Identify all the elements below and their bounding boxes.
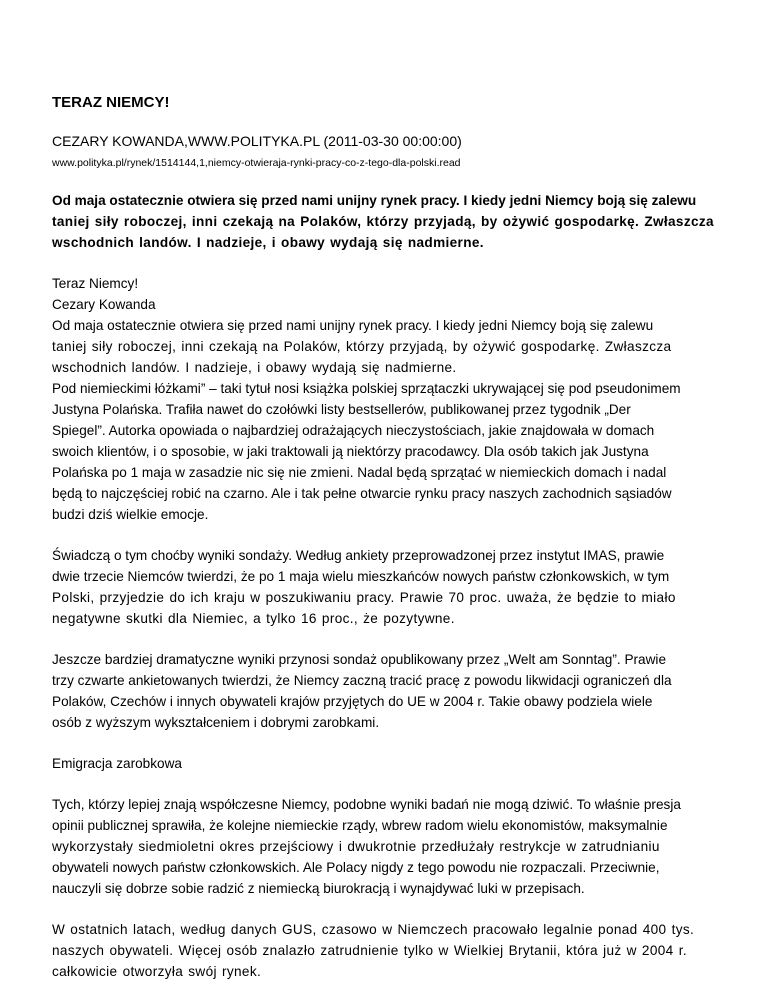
paragraph-line: Jeszcze bardziej dramatyczne wyniki przynosi sondaż opublikowany przez „Welt am Sonntag”. Prawie <box>52 652 667 667</box>
article-byline: CEZARY KOWANDA,WWW.POLITYKA.PL (2011-03-30 00:00:00) <box>52 133 462 149</box>
paragraph-line: obywateli nowych państw członkowskich. Ale Polacy nigdy z tego powodu nie rozpaczali. Przeciwnie, <box>52 860 660 875</box>
paragraph-line: Tych, którzy lepiej znają współczesne Niemcy, podobne wyniki badań nie mogą dziwić. To właśnie presja <box>52 797 681 812</box>
article-title: TERAZ NIEMCY! <box>52 94 170 111</box>
intro-line: Teraz Niemcy! <box>52 276 139 291</box>
paragraph-line: naszych obywateli. Więcej osób znalazło zatrudnienie tylko w Wielkiej Brytanii, która już w 2004 r. <box>52 943 687 958</box>
intro-line: Spiegel”. Autorka opowiada o najbardziej odrażających nieczystościach, jakie znajdowała w domach <box>52 423 655 438</box>
paragraph-line: Polski, przyjedzie do ich kraju w poszukiwaniu pracy. Prawie 70 proc. uważa, że będzie to miało <box>52 590 676 605</box>
article-paragraph <box>52 794 714 899</box>
article-paragraph <box>52 545 714 629</box>
article-lead <box>52 190 714 253</box>
paragraph-line: nauczyli się dobrze sobie radzić z niemiecką biurokracją i wynajdywać luki w przepisach. <box>52 881 585 896</box>
intro-line: będą to najczęściej robić na czarno. Ale i tak pełne otwarcie rynku pracy naszych zachodnich sąsiadów <box>52 486 672 501</box>
intro-line: budzi dziś wielkie emocje. <box>52 507 209 522</box>
intro-line: Pod niemieckimi łóżkami” – taki tytuł nosi książka polskiej sprzątaczki ukrywającej się pod pseudonimem <box>52 381 681 396</box>
intro-line: Polańska po 1 maja w zasadzie nic się nie zmieni. Nadal będą sprzątać w niemieckich domach i nadal <box>52 465 667 480</box>
paragraph-line: trzy czwarte ankietowanych twierdzi, że Niemcy zaczną tracić pracę z powodu likwidacji ograniczeń dla <box>52 673 672 688</box>
intro-line: swoich klientów, i o sposobie, w jaki traktowali ją niektórzy pracodawcy. Dla osób takich jak Justyna <box>52 444 649 459</box>
paragraph-line: W ostatnich latach, według danych GUS, czasowo w Niemczech pracowało legalnie ponad 400 tys. <box>52 922 695 937</box>
paragraph-line: negatywne skutki dla Niemiec, a tylko 16 proc., że pozytywne. <box>52 611 455 626</box>
paragraph-line: dwie trzecie Niemców twierdzi, że po 1 maja wielu mieszkańców nowych państw członkowskich, w tym <box>52 569 670 584</box>
intro-line: wschodnich landów. I nadzieje, i obawy wydają się nadmierne. <box>52 360 457 375</box>
paragraph-line: opinii publicznej sprawiła, że kolejne niemieckie rządy, wbrew radom wielu ekonomistów, maksymalnie <box>52 818 668 833</box>
paragraph-line: całkowicie otworzyła swój rynek. <box>52 964 262 979</box>
intro-line: Od maja ostatecznie otwiera się przed nami unijny rynek pracy. I kiedy jedni Niemcy boją się zalewu <box>52 318 654 333</box>
intro-line: Cezary Kowanda <box>52 297 156 312</box>
paragraph-line: Świadczą o tym choćby wyniki sondaży. Według ankiety przeprowadzonej przez instytut IMAS, prawie <box>52 548 665 563</box>
article-intro <box>52 273 714 525</box>
intro-line: Justyna Polańska. Trafiła nawet do czołówki listy bestsellerów, publikowanej przez tygodnik „Der <box>52 402 631 417</box>
article-source-url: www.polityka.pl/rynek/1514144,1,niemcy-otwieraja-rynki-pracy-co-z-tego-dla-polski.read <box>52 157 461 169</box>
article-subheading: Emigracja zarobkowa <box>52 756 182 771</box>
paragraph-line: wykorzystały siedmioletni okres przejściowy i dwukrotnie przedłużały restrykcje w zatrudnianiu <box>52 839 660 854</box>
article-paragraph <box>52 919 714 982</box>
lead-line: taniej siły roboczej, inni czekają na Polaków, którzy przyjadą, by ożywić gospodarkę. Zwłaszcza <box>52 214 714 229</box>
paragraph-line: osób z wyższym wykształceniem i dobrymi zarobkami. <box>52 715 380 730</box>
intro-line: taniej siły roboczej, inni czekają na Polaków, którzy przyjadą, by ożywić gospodarkę. Zwłaszcza <box>52 339 672 354</box>
lead-line: Od maja ostatecznie otwiera się przed nami unijny rynek pracy. I kiedy jedni Niemcy boją się zalewu <box>52 193 697 208</box>
lead-line: wschodnich landów. I nadzieje, i obawy wydają się nadmierne. <box>52 235 484 250</box>
paragraph-line: Polaków, Czechów i innych obywateli krajów przyjętych do UE w 2004 r. Takie obawy podziela wiele <box>52 694 653 709</box>
article-paragraph <box>52 649 714 733</box>
